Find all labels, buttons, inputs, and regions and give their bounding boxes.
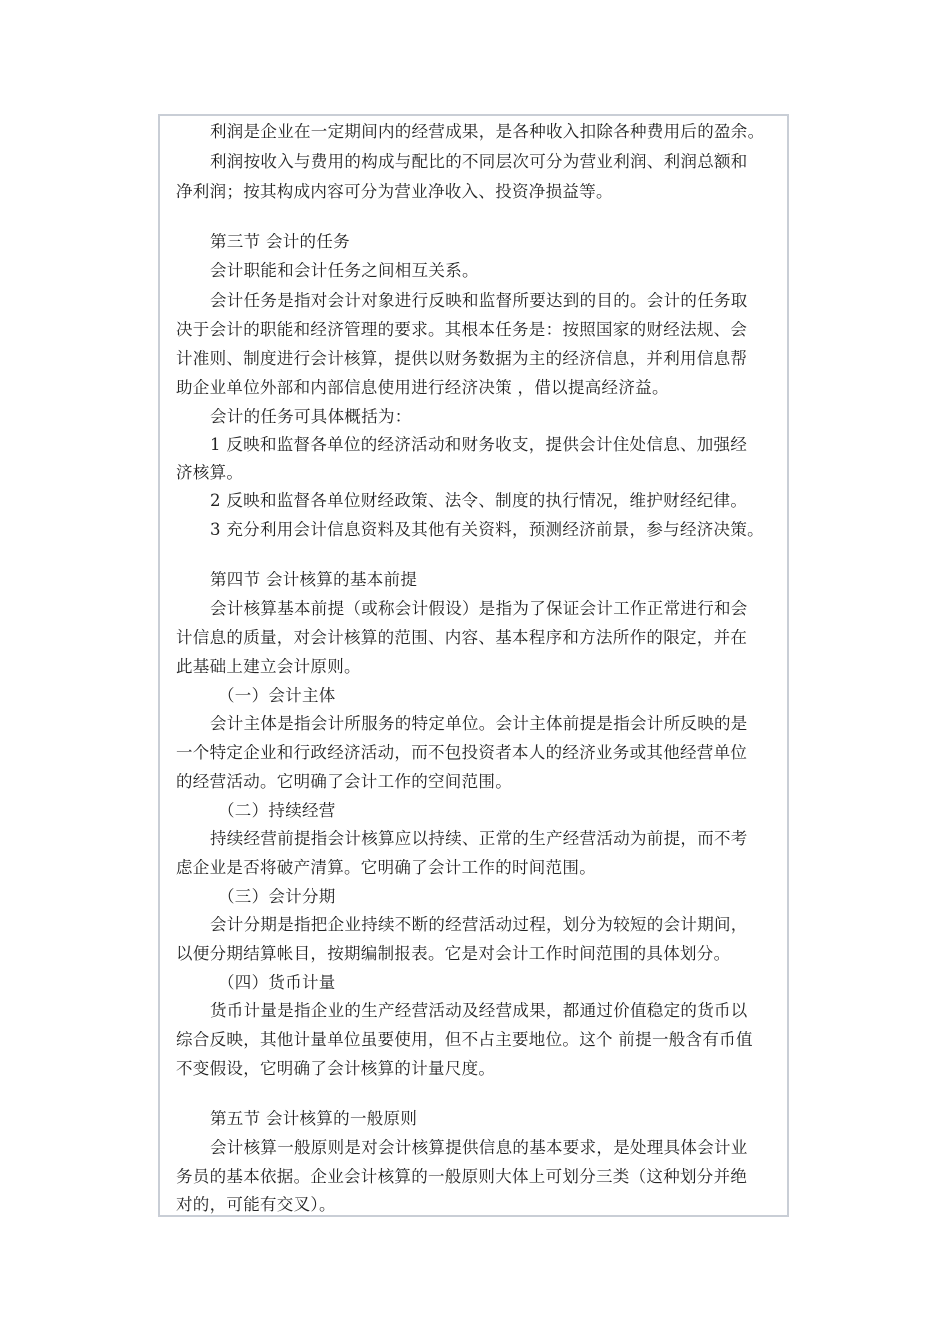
paragraph-line: 持续经营前提指会计核算应以持续、正常的生产经营活动为前提，而不考 — [210, 829, 748, 848]
paragraph-line: 利润是企业在一定期间内的经营成果，是各种收入扣除各种费用后的盈余。 — [210, 122, 765, 141]
paragraph-line: 助企业单位外部和内部信息使用进行经济决策 ，借以提高经济益。 — [176, 378, 669, 397]
paragraph-line: 利润按收入与费用的构成与配比的不同层次可分为营业利润、利润总额和 — [210, 152, 748, 171]
subsection-heading: （一）会计主体 — [218, 686, 336, 705]
paragraph-line: 对的，可能有交叉）。 — [176, 1195, 336, 1214]
paragraph-line: 虑企业是否将破产清算。它明确了会计工作的时间范围。 — [176, 858, 596, 877]
paragraph-line: 决于会计的职能和经济管理的要求。其根本任务是：按照国家的财经法规、会 — [176, 320, 748, 339]
paragraph-line: 会计主体是指会计所服务的特定单位。会计主体前提是指会计所反映的是 — [210, 714, 748, 733]
paragraph-line: 净利润；按其构成内容可分为营业净收入、投资净损益等。 — [176, 182, 613, 201]
paragraph-line: 一个特定企业和行政经济活动，而不包投资者本人的经济业务或其他经营单位 — [176, 743, 748, 762]
section-heading: 第三节 会计的任务 — [210, 232, 350, 251]
list-item: 1 反映和监督各单位的经济活动和财务收支，提供会计住处信息、加强经 — [210, 435, 748, 454]
paragraph-line: 会计的任务可具体概括为： — [210, 407, 412, 426]
section-heading: 第四节 会计核算的基本前提 — [210, 570, 418, 589]
paragraph-line: 计信息的质量，对会计核算的范围、内容、基本程序和方法所作的限定，并在 — [176, 628, 748, 647]
subsection-heading: （二）持续经营 — [218, 801, 336, 820]
paragraph-line: 不变假设，它明确了会计核算的计量尺度。 — [176, 1059, 496, 1078]
paragraph-line: 货币计量是指企业的生产经营活动及经营成果，都通过价值稳定的货币以 — [210, 1001, 748, 1020]
subsection-heading: （三）会计分期 — [218, 887, 336, 906]
paragraph-line: 综合反映，其他计量单位虽要使用，但不占主要地位。这个 前提一般含有币值 — [176, 1030, 753, 1049]
paragraph-line: 会计核算一般原则是对会计核算提供信息的基本要求，是处理具体会计业 — [210, 1138, 748, 1157]
paragraph-line: 会计职能和会计任务之间相互关系。 — [210, 261, 479, 280]
paragraph-line: 的经营活动。它明确了会计工作的空间范围。 — [176, 772, 512, 791]
paragraph-line: 计准则、制度进行会计核算，提供以财务数据为主的经济信息，并利用信息帮 — [176, 349, 748, 368]
list-item: 3 充分利用会计信息资料及其他有关资料，预测经济前景，参与经济决策。 — [210, 520, 764, 539]
paragraph-line: 此基础上建立会计原则。 — [176, 657, 361, 676]
paragraph-line: 会计分期是指把企业持续不断的经营活动过程，划分为较短的会计期间， — [210, 915, 748, 934]
paragraph-line: 会计任务是指对会计对象进行反映和监督所要达到的目的。会计的任务取 — [210, 291, 748, 310]
paragraph-line: 务员的基本依据。企业会计核算的一般原则大体上可划分三类（这种划分并绝 — [176, 1167, 748, 1186]
list-item: 2 反映和监督各单位财经政策、法令、制度的执行情况，维护财经纪律。 — [210, 491, 748, 510]
subsection-heading: （四）货币计量 — [218, 973, 336, 992]
paragraph-line: 以便分期结算帐目，按期编制报表。它是对会计工作时间范围的具体划分。 — [176, 944, 731, 963]
section-heading: 第五节 会计核算的一般原则 — [210, 1109, 418, 1128]
list-item-continuation: 济核算。 — [176, 463, 244, 482]
paragraph-line: 会计核算基本前提（或称会计假设）是指为了保证会计工作正常进行和会 — [210, 599, 748, 618]
